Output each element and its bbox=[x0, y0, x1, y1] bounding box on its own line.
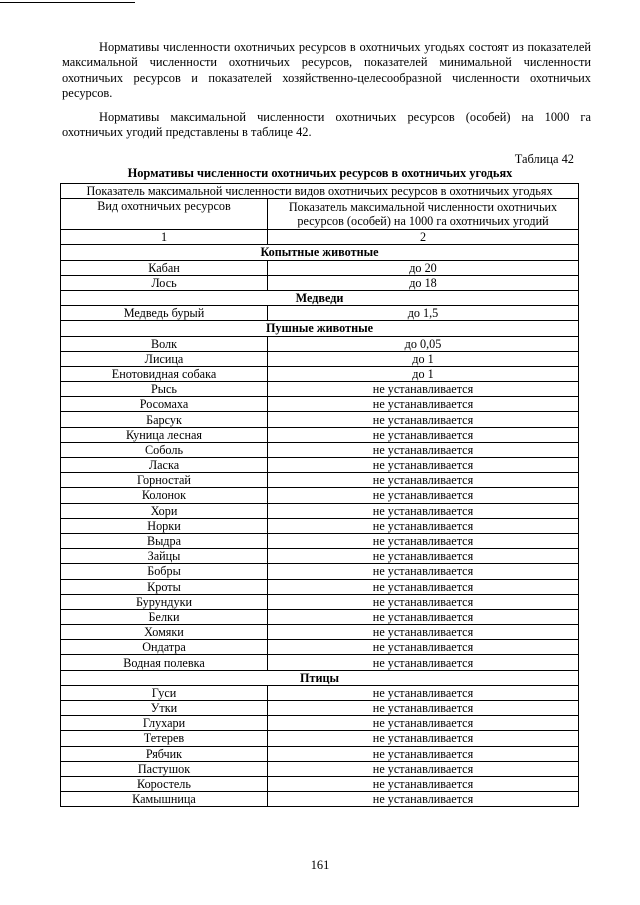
species-cell: Ондатра bbox=[61, 640, 268, 655]
species-cell: Кабан bbox=[61, 260, 268, 275]
norm-value-cell: не устанавливается bbox=[268, 579, 579, 594]
table-row bbox=[61, 731, 579, 746]
table-row bbox=[61, 640, 579, 655]
norm-value-cell: не устанавливается bbox=[268, 473, 579, 488]
species-cell: Глухари bbox=[61, 716, 268, 731]
species-cell: Лось bbox=[61, 275, 268, 290]
table-row bbox=[61, 655, 579, 670]
table-row bbox=[61, 549, 579, 564]
table-row bbox=[61, 382, 579, 397]
table-row bbox=[61, 625, 579, 640]
table-row bbox=[61, 701, 579, 716]
intro-paragraph: Нормативы численности охотничьих ресурсов в охотничьих угодьях состоят из показателей максимальной численности охотничьих ресурсов, показателей минимальной численности охотничьих ресурсов и показателей хозяйственно-целесообразной численности охотничьих ресурсов. bbox=[62, 40, 591, 100]
table-row bbox=[61, 761, 579, 776]
norm-value-cell: не устанавливается bbox=[268, 640, 579, 655]
norm-value-cell: до 1,5 bbox=[268, 306, 579, 321]
table-row bbox=[61, 351, 579, 366]
species-cell: Коростель bbox=[61, 776, 268, 791]
norm-value-cell: не устанавливается bbox=[268, 397, 579, 412]
column-header-row bbox=[61, 199, 579, 230]
norm-value-cell: не устанавливается bbox=[268, 625, 579, 640]
table-row bbox=[61, 518, 579, 533]
norm-value-cell: не устанавливается bbox=[268, 761, 579, 776]
species-cell: Лисица bbox=[61, 351, 268, 366]
norm-value-cell: не устанавливается bbox=[268, 594, 579, 609]
norm-value-cell: не устанавливается bbox=[268, 458, 579, 473]
norm-value-cell: не устанавливается bbox=[268, 609, 579, 624]
species-cell: Росомаха bbox=[61, 397, 268, 412]
species-cell: Водная полевка bbox=[61, 655, 268, 670]
table-row bbox=[61, 336, 579, 351]
section-title: Медведи bbox=[61, 290, 579, 305]
table-row bbox=[61, 564, 579, 579]
species-cell: Норки bbox=[61, 518, 268, 533]
norm-value-cell: до 18 bbox=[268, 275, 579, 290]
species-cell: Бобры bbox=[61, 564, 268, 579]
section-row bbox=[61, 245, 579, 260]
table-row bbox=[61, 275, 579, 290]
table-row bbox=[61, 366, 579, 381]
table-row bbox=[61, 473, 579, 488]
table-row bbox=[61, 306, 579, 321]
species-cell: Тетерев bbox=[61, 731, 268, 746]
species-cell: Хомяки bbox=[61, 625, 268, 640]
norm-value-cell: не устанавливается bbox=[268, 442, 579, 457]
table-row bbox=[61, 260, 579, 275]
norm-value-cell: до 20 bbox=[268, 260, 579, 275]
section-title: Птицы bbox=[61, 670, 579, 685]
table-reference-paragraph: Нормативы максимальной численности охотничьих ресурсов (особей) на 1000 га охотничьих угодий представлены в таблице 42. bbox=[62, 110, 591, 140]
norm-value-cell: не устанавливается bbox=[268, 382, 579, 397]
table-label: Таблица 42 bbox=[514, 152, 574, 166]
species-cell: Рысь bbox=[61, 382, 268, 397]
table-title: Нормативы численности охотничьих ресурсов в охотничьих угодьях bbox=[127, 166, 513, 180]
norm-value-cell: до 0,05 bbox=[268, 336, 579, 351]
norm-value-cell: не устанавливается bbox=[268, 792, 579, 807]
section-row bbox=[61, 290, 579, 305]
top-rule bbox=[0, 2, 135, 3]
norm-value-cell: не устанавливается bbox=[268, 685, 579, 700]
norm-value-cell: до 1 bbox=[268, 366, 579, 381]
table-row bbox=[61, 427, 579, 442]
species-cell: Зайцы bbox=[61, 549, 268, 564]
norm-value-cell: не устанавливается bbox=[268, 746, 579, 761]
norm-value-cell: не устанавливается bbox=[268, 503, 579, 518]
species-cell: Ласка bbox=[61, 458, 268, 473]
species-cell: Барсук bbox=[61, 412, 268, 427]
table-row bbox=[61, 594, 579, 609]
norm-value-cell: не устанавливается bbox=[268, 549, 579, 564]
species-cell: Белки bbox=[61, 609, 268, 624]
species-cell: Соболь bbox=[61, 442, 268, 457]
species-cell: Кроты bbox=[61, 579, 268, 594]
norm-value-cell: не устанавливается bbox=[268, 564, 579, 579]
norm-value-cell: не устанавливается bbox=[268, 731, 579, 746]
norm-value-cell: не устанавливается bbox=[268, 488, 579, 503]
species-cell: Медведь бурый bbox=[61, 306, 268, 321]
species-cell: Камышница bbox=[61, 792, 268, 807]
species-cell: Выдра bbox=[61, 533, 268, 548]
species-cell: Рябчик bbox=[61, 746, 268, 761]
species-cell: Горностай bbox=[61, 473, 268, 488]
page-number: 161 bbox=[310, 858, 330, 872]
norm-value-cell: до 1 bbox=[268, 351, 579, 366]
table-row bbox=[61, 397, 579, 412]
species-cell: Колонок bbox=[61, 488, 268, 503]
norm-value-cell: не устанавливается bbox=[268, 716, 579, 731]
species-cell: Гуси bbox=[61, 685, 268, 700]
norm-value-cell: не устанавливается bbox=[268, 655, 579, 670]
norm-value-cell: не устанавливается bbox=[268, 533, 579, 548]
table-row bbox=[61, 442, 579, 457]
table-row bbox=[61, 579, 579, 594]
table-row bbox=[61, 488, 579, 503]
table-row bbox=[61, 503, 579, 518]
species-cell: Хори bbox=[61, 503, 268, 518]
table-header: Показатель максимальной численности видов охотничьих ресурсов в охотничьих угодьях bbox=[61, 184, 579, 199]
table-row bbox=[61, 685, 579, 700]
norm-value-cell: не устанавливается bbox=[268, 776, 579, 791]
hunting-resources-table bbox=[60, 183, 579, 807]
species-cell: Утки bbox=[61, 701, 268, 716]
norm-value-cell: не устанавливается bbox=[268, 427, 579, 442]
col1-header: Вид охотничьих ресурсов bbox=[61, 199, 268, 230]
table-row bbox=[61, 792, 579, 807]
species-cell: Енотовидная собака bbox=[61, 366, 268, 381]
species-cell: Волк bbox=[61, 336, 268, 351]
col1-number: 1 bbox=[61, 230, 268, 245]
species-cell: Бурундуки bbox=[61, 594, 268, 609]
species-cell: Пастушок bbox=[61, 761, 268, 776]
table-row bbox=[61, 412, 579, 427]
table-row bbox=[61, 746, 579, 761]
table-row bbox=[61, 609, 579, 624]
species-cell: Куница лесная bbox=[61, 427, 268, 442]
section-row bbox=[61, 321, 579, 336]
norm-value-cell: не устанавливается bbox=[268, 518, 579, 533]
table-row bbox=[61, 716, 579, 731]
norm-value-cell: не устанавливается bbox=[268, 701, 579, 716]
section-title: Пушные животные bbox=[61, 321, 579, 336]
column-number-row bbox=[61, 230, 579, 245]
table-row bbox=[61, 776, 579, 791]
table-header-row bbox=[61, 184, 579, 199]
col2-header: Показатель максимальной численности охотничьих ресурсов (особей) на 1000 га охотничьих угодий bbox=[268, 199, 579, 230]
section-title: Копытные животные bbox=[61, 245, 579, 260]
norm-value-cell: не устанавливается bbox=[268, 412, 579, 427]
table-row bbox=[61, 458, 579, 473]
section-row bbox=[61, 670, 579, 685]
col2-number: 2 bbox=[268, 230, 579, 245]
table-row bbox=[61, 533, 579, 548]
